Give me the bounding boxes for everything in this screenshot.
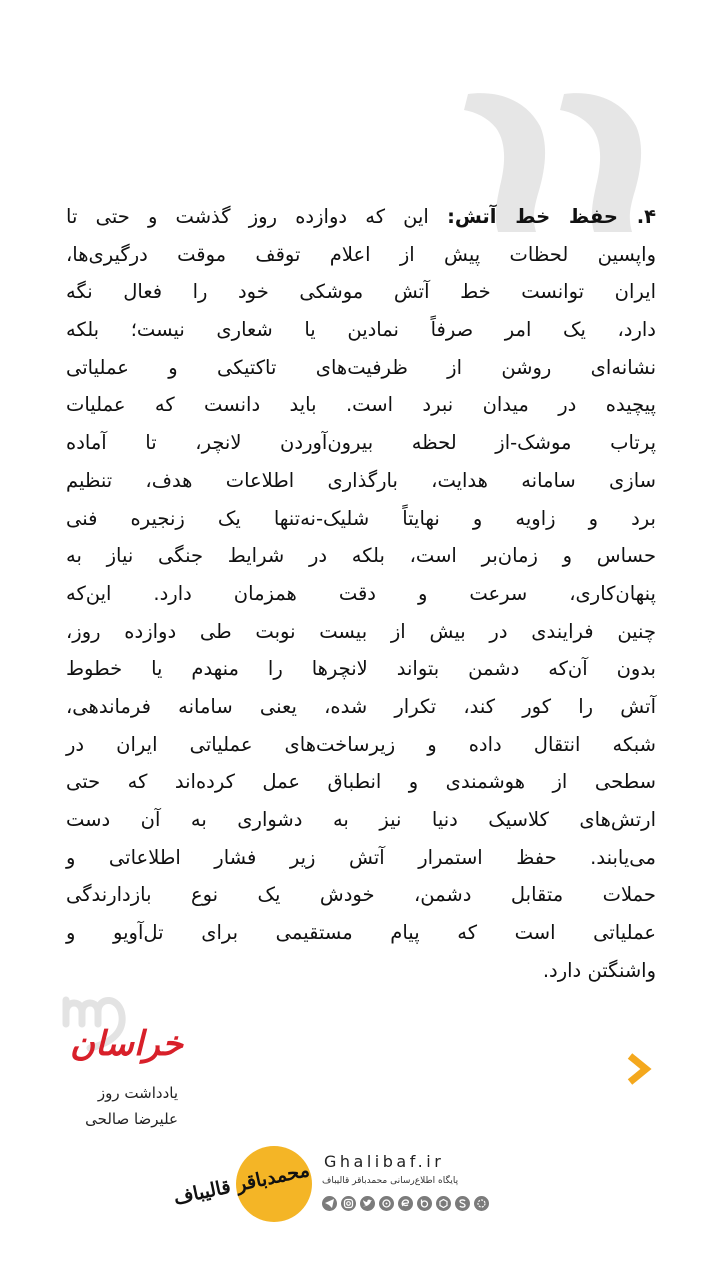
ghalibaf-logo-text: محمدباقر قالیباف <box>171 1158 312 1210</box>
website-link[interactable]: Ghalibaf.ir <box>324 1152 445 1171</box>
article-line: آتش را کور کند، تکرار شده، یعنی سامانه فرماندهی، <box>66 694 656 718</box>
column-info <box>85 1080 178 1132</box>
ghalibaf-logo[interactable] <box>171 1146 312 1222</box>
newspaper-brand <box>60 990 210 1140</box>
bale-icon[interactable] <box>417 1196 432 1211</box>
next-page-button[interactable] <box>624 1052 652 1086</box>
footer-tagline: پایگاه اطلاع‌رسانی محمدباقر قالیباف <box>322 1176 459 1186</box>
article-line: ارتش‌های کلاسیک دنیا نیز به دشواری به آن دست <box>66 808 656 831</box>
article-line: واشنگتن دارد. <box>542 958 656 982</box>
igap-icon[interactable] <box>474 1196 489 1211</box>
column-label: یادداشت روز <box>97 1084 178 1102</box>
aparat-icon[interactable] <box>379 1196 394 1211</box>
article-line: سطحی از هوشمندی و انطباق عمل کرده‌اند که حتی <box>66 770 656 794</box>
article-line: برد و زاویه و نهایتاً شلیک-نه‌تنها یک زنجیره فنی <box>66 506 656 530</box>
author-name: علیرضا صالحی <box>85 1110 178 1128</box>
chevron-right-icon <box>630 1056 646 1082</box>
article-line: ایران توانست خط آتش موشکی خود را فعال نگه <box>66 280 656 304</box>
article-line: حساس و زمان‌بر است، بلکه در شرایط جنگی نیاز به <box>66 544 656 568</box>
article-line: پرتاب موشک-از لحظه بیرون‌آوردن لانچر، تا آماده <box>66 431 656 455</box>
social-icons <box>322 1196 489 1211</box>
article-line <box>66 198 656 236</box>
article-line-text: این که دوازده روز گذشت و حتی تا <box>66 205 429 228</box>
article-line: پیچیده در میدان نبرد است. باید دانست که عملیات <box>66 393 656 417</box>
rubika-icon[interactable] <box>436 1196 451 1211</box>
telegram-icon[interactable] <box>322 1196 337 1211</box>
khorasan-logo: خراسان <box>70 1024 184 1064</box>
article-line: حملات متقابل دشمن، خودش یک نوع بازدارندگی <box>66 883 656 907</box>
article-line: چنین فرایندی در بیش از بیست نوبت طی دوازده روز، <box>66 619 656 643</box>
article-line: می‌یابند. حفظ استمرار آتش زیر فشار اطلاعاتی و <box>66 845 656 869</box>
eitaa-icon[interactable] <box>398 1196 413 1211</box>
article-line: پنهان‌کاری، سرعت و دقت همزمان دارد. این‌که <box>66 581 656 605</box>
article-body <box>66 198 656 989</box>
article-line: دارد، یک امر صرفاً نمادین یا شعاری نیست؛ بلکه <box>66 318 656 342</box>
soroush-icon[interactable] <box>455 1196 470 1211</box>
twitter-icon[interactable] <box>360 1196 375 1211</box>
article-line: بدون آن‌که دشمن بتواند لانچرها را منهدم یا خطوط <box>66 657 656 681</box>
article-heading: ۴. حفظ خط آتش: <box>447 205 657 228</box>
article-line: شبکه انتقال داده و زیرساخت‌های عملیاتی ایران در <box>66 732 656 756</box>
article-line: سازی سامانه هدایت، بارگذاری اطلاعات هدف، تنظیم <box>66 468 656 492</box>
article-line: عملیاتی است که پیام مستقیمی برای تل‌آویو و <box>66 921 656 945</box>
instagram-icon[interactable] <box>341 1196 356 1211</box>
article-line: واپسین لحظات پیش از اعلام توقف موقت درگیری‌ها، <box>66 242 656 266</box>
footer-branding <box>171 1146 486 1222</box>
article-line: نشانه‌ای روشن از ظرفیت‌های تاکتیکی و عملیاتی <box>66 355 656 379</box>
